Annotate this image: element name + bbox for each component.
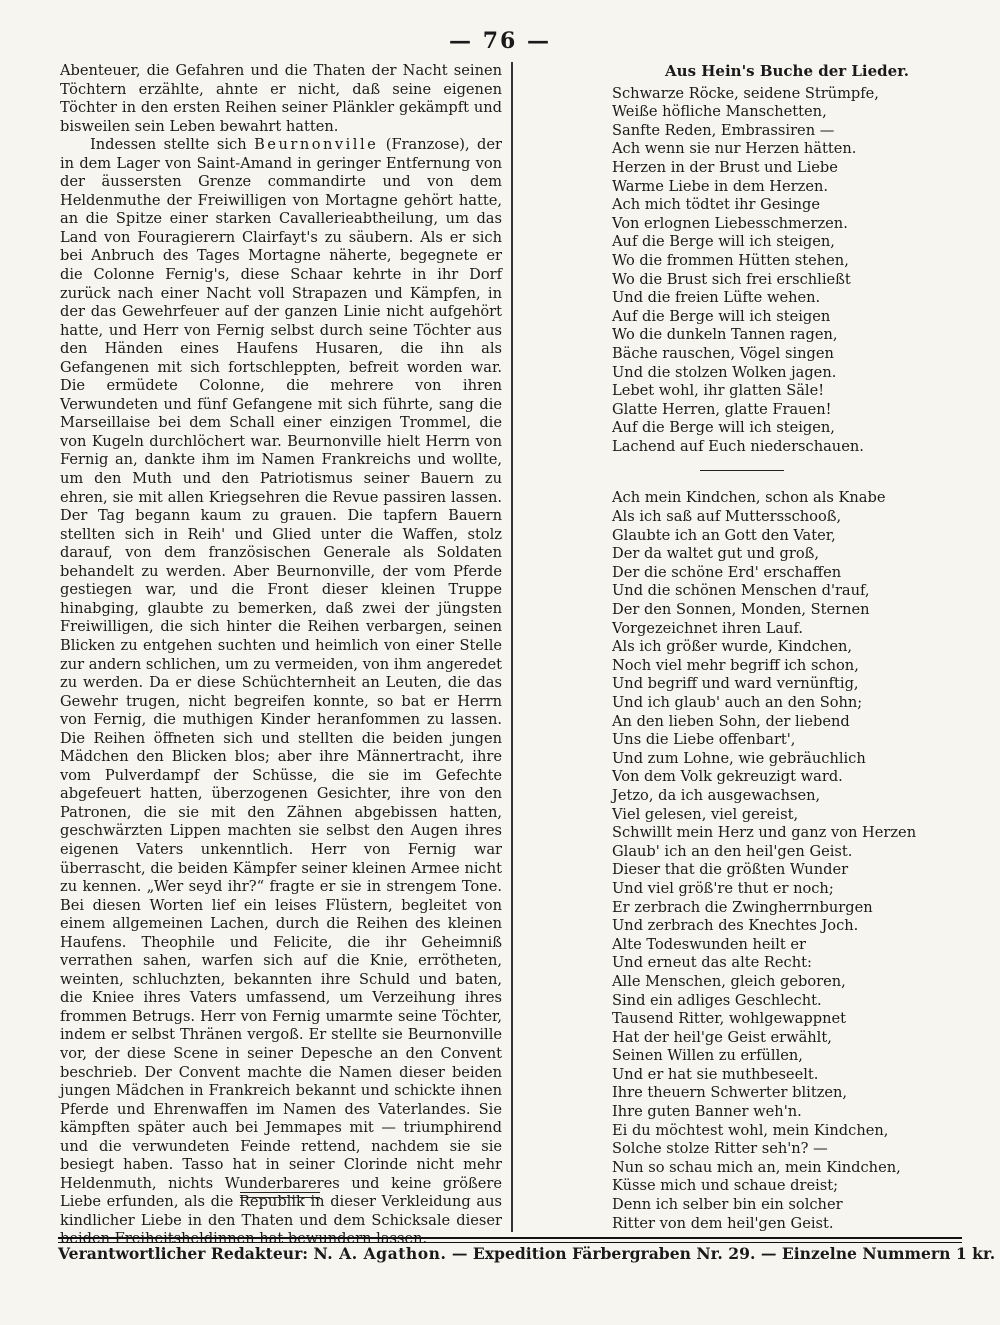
poem-line: Viel gelesen, viel gereist,	[612, 805, 799, 823]
poem-line: Und ich glaub' auch an den Sohn;	[612, 694, 863, 711]
poem-line: Und er hat sie muthbeseelt.	[612, 1065, 819, 1083]
paragraph-2-lead: Indessen stellte sich	[90, 136, 255, 154]
poem-line: Wo die Brust sich frei erschließt	[612, 270, 851, 288]
poem-line: Sanfte Reden, Embrassiren —	[612, 121, 835, 139]
poem-line: Auf die Berge will ich steigen	[612, 307, 831, 325]
poem-line: Schwarze Röcke, seidene Strümpfe,	[612, 84, 879, 102]
poem-line: Ihre guten Banner weh'n.	[612, 1103, 802, 1121]
poem-line: Und zum Lohne, wie gebräuchlich	[612, 749, 866, 767]
poem-line: Solche stolze Ritter seh'n? —	[612, 1140, 828, 1158]
poem-line: Glaub' ich an den heil'gen Geist.	[612, 842, 853, 860]
article-end-rule	[240, 1192, 320, 1198]
poem-line: Und erneut das alte Recht:	[612, 954, 812, 972]
poem-line: Jetzo, da ich ausgewachsen,	[612, 786, 821, 804]
poem-line: Noch viel mehr begriff ich schon,	[612, 656, 859, 674]
poem-line: Wo die frommen Hütten stehen,	[612, 251, 849, 269]
poem-line: Denn ich selber bin ein solcher	[612, 1196, 843, 1214]
poem-line: Herzen in der Brust und Liebe	[612, 158, 838, 176]
poem-line: An den lieben Sohn, der liebend	[612, 712, 850, 730]
poem-line: Weiße höfliche Manschetten,	[612, 103, 827, 121]
poem-line: Glaubte ich an Gott den Vater,	[612, 526, 836, 544]
poem-line: Ritter von dem heil'gen Geist.	[612, 1214, 834, 1232]
poem-line: Küsse mich und schaue dreist;	[612, 1177, 839, 1195]
poem-line: Alle Menschen, gleich geboren,	[612, 972, 846, 990]
poem-column	[612, 62, 952, 1233]
poem-line: Nun so schau mich an, mein Kindchen,	[612, 1158, 901, 1176]
poem-line: Er zerbrach die Zwingherrnburgen	[612, 898, 873, 916]
poem-line: Von erlognen Liebesschmerzen.	[612, 214, 848, 232]
poem-line: Und begriff und ward vernünftig,	[612, 675, 859, 693]
poem-line: Ihre theuern Schwerter blitzen,	[612, 1084, 848, 1102]
poem-line: Lachend auf Euch niederschauen.	[612, 437, 864, 455]
poem-line: Seinen Willen zu erfüllen,	[612, 1047, 803, 1065]
poem-line: Und die schönen Menschen d'rauf,	[612, 582, 870, 600]
poem-line: Ach mich tödtet ihr Gesinge	[612, 196, 820, 214]
poem-line: Und viel größ're thut er noch;	[612, 879, 834, 897]
poem-line: Hat der heil'ge Geist erwählt,	[612, 1028, 832, 1046]
poem-line: Von dem Volk gekreuzigt ward.	[612, 768, 843, 786]
poem-line: Schwillt mein Herz und ganz von Herzen	[612, 824, 917, 842]
poem-line: Warme Liebe in dem Herzen.	[612, 177, 828, 195]
article-paragraph-1: Abenteuer, die Gefahren und die Thaten der Nacht seinen Töchtern erzählte, ahnte er nicht, daß seine eigenen Töchter in den ersten Reihen seiner Plänkler gekämpft und bisweilen sein Leben bewahrt hatten.	[60, 62, 502, 135]
poem-line: Der den Sonnen, Monden, Sternen	[612, 601, 870, 619]
footer-rule	[58, 1237, 962, 1243]
poem-line: Und zerbrach des Knechtes Joch.	[612, 917, 859, 935]
poem-stanza-2	[612, 489, 952, 1233]
poem-heading: Aus Hein's Buche der Lieder.	[665, 62, 909, 80]
footer-expedition: — Expedition Färbergraben Nr. 29. — Einzelne Nummern 1 kr.	[451, 1244, 996, 1263]
poem-line: Alte Todeswunden heilt er	[612, 935, 806, 953]
poem-line: Uns die Liebe offenbart',	[612, 731, 796, 749]
footer-editor-label: Verantwortlicher Redakteur:	[58, 1244, 309, 1263]
poem-line: Sind ein adliges Geschlecht.	[612, 991, 822, 1009]
article-column	[60, 62, 502, 1249]
poem-line: Ei du möchtest wohl, mein Kindchen,	[612, 1121, 889, 1139]
footer-editor-name: N. A. Agathon.	[313, 1244, 447, 1263]
paragraph-2-body: (Franzose), der in dem Lager von Saint-Amand in geringer Entfernung von der äussersten Grenze commandirte und von dem Heldenmuthe der Freiwilligen von Mortagne gehört hatte, an die Spitze einer starken Cavallerieabtheilung, um das Land von Fouragierern Clairfayt's zu säubern. Als er sich bei Anbruch des Tages Mortagne näherte, begegnete er die Colonne Fernig's, diese Schaar kehrte in ihr Dorf zurück nach einer Nacht voll Strapazen und Kämpfen, in der das Gewehrfeuer auf der ganzen Linie nicht aufgehört hatte, und Herr von Fernig selbst durch seine Töchter aus den Händen eines Haufens Husaren, die ihn als Gefangenen mit sich fortschleppten, befreit worden war. Die ermüdete Colonne, die mehrere von ihren Verwundeten und fünf Gefangene mit sich führte, sang die Marseillaise bei dem Schall einer einzigen Trommel, die von Kugeln durchlöchert war. Beurnonville hielt Herrn von Fernig an, dankte ihm im Namen Frankreichs und wollte, um den Muth und den Patriotismus seiner Bauern zu ehren, sie mit allen Kriegsehren die Revue passiren lassen. Der Tag begann kaum zu grauen. Die tapfern Bauern stellten sich in Reih' und Glied unter die Waffen, stolz darauf, von dem französischen Generale als Soldaten behandelt zu werden. Aber Beurnonville, der vom Pferde gestiegen war, und die Front dieser kleinen Truppe hinabging, glaubte zu bemerken, daß zwei der jüngsten Freiwilligen, die sich hinter die Reihen verbargen, seinen Blicken zu entgehen suchten und heimlich von einer Stelle zur andern schlichen, um zu vermeiden, von ihm angeredet zu werden. Da er diese Schüchternheit an Leuten, die das Gewehr trugen, nicht begreifen konnte, so bat er Herrn von Fernig, die muthigen Kinder heranfommen zu lassen. Die Reihen öffneten sich und stellten die beiden jungen Mädchen den Blicken blos; aber ihre Männertracht, ihre vom Pulverdampf der Schüsse, die sie im Gefechte abgefeuert hatten, überzogenen Gesichter, ihre von den Patronen, die sie mit den Zähnen abgebissen hatten, geschwärzten Lippen machten sie selbst den Augen ihres eigenen Vaters unkenntlich. Herr von Fernig war überrascht, die beiden Kämpfer seiner kleinen Armee nicht zu kennen. „Wer seyd ihr?“ fragte er sie in strengem Tone. Bei diesen Worten lief ein leises Flüstern, begleitet von einem allgemeinen Lachen, durch die Reihen des kleinen Haufens. Theophile und Felicite, die ihr Geheimniß verrathen sahen, warfen sich auf die Knie, errötheten, weinten, schluchzten, bekannten ihre Schuld und baten, die Kniee ihres Vaters umfassend, um Verzeihung ihres frommen Betrugs. Herr von Fernig umarmte seine Töchter, indem er selbst Thränen vergoß. Er stellte sie Beurnonville vor, der diese Scene in seiner Depesche an den Convent beschrieb. Der Convent machte die Namen dieser beiden jungen Mädchen in Frankreich bekannt und schickte ihnen Pferde und Ehrenwaffen im Namen des Vaterlandes. Sie kämpften später auch bei Jemmapes mit — triumphirend und die verwundeten Feinde rettend, nachdem sie sie besiegt haben. Tasso hat in seiner Clorinde nicht mehr Heldenmuth, nichts Wunderbareres und keine größere Liebe erfunden, als die Republik in dieser Verkleidung aus kindlicher Liebe in den Thaten und dem Schicksale dieser beiden Freiheitsheldinnen hat bewundern lassen.	[60, 136, 502, 1248]
poem-line: Vorgezeichnet ihren Lauf.	[612, 619, 804, 637]
poem-line: Ach wenn sie nur Herzen hätten.	[612, 140, 857, 158]
poem-line: Der da waltet gut und groß,	[612, 545, 820, 563]
poem-line: Und die freien Lüfte wehen.	[612, 289, 821, 307]
poem-line: Als ich größer wurde, Kindchen,	[612, 638, 852, 656]
poem-line: Glatte Herren, glatte Frauen!	[612, 400, 832, 418]
poem-line: Ach mein Kindchen, schon als Knabe	[612, 489, 886, 507]
poem-line: Der die schöne Erd' erschaffen	[612, 563, 842, 581]
poem-line: Dieser that die größten Wunder	[612, 861, 849, 879]
article-paragraph-2	[60, 136, 502, 1249]
poem-separator	[700, 470, 784, 471]
poem-line: Als ich saß auf Muttersschooß,	[612, 508, 842, 526]
poem-line: Und die stolzen Wolken jagen.	[612, 363, 837, 381]
spaced-name: Beurnonville	[254, 136, 379, 154]
poem-line: Bäche rauschen, Vögel singen	[612, 344, 834, 362]
footer	[58, 1244, 996, 1263]
poem-stanza-1	[612, 85, 952, 457]
page-number: — 76 —	[449, 28, 551, 54]
poem-line: Lebet wohl, ihr glatten Säle!	[612, 382, 825, 400]
column-divider	[511, 62, 513, 1232]
poem-line: Auf die Berge will ich steigen,	[612, 419, 835, 437]
poem-line: Tausend Ritter, wohlgewappnet	[612, 1010, 846, 1028]
poem-line: Auf die Berge will ich steigen,	[612, 233, 835, 251]
poem-line: Wo die dunkeln Tannen ragen,	[612, 326, 838, 344]
